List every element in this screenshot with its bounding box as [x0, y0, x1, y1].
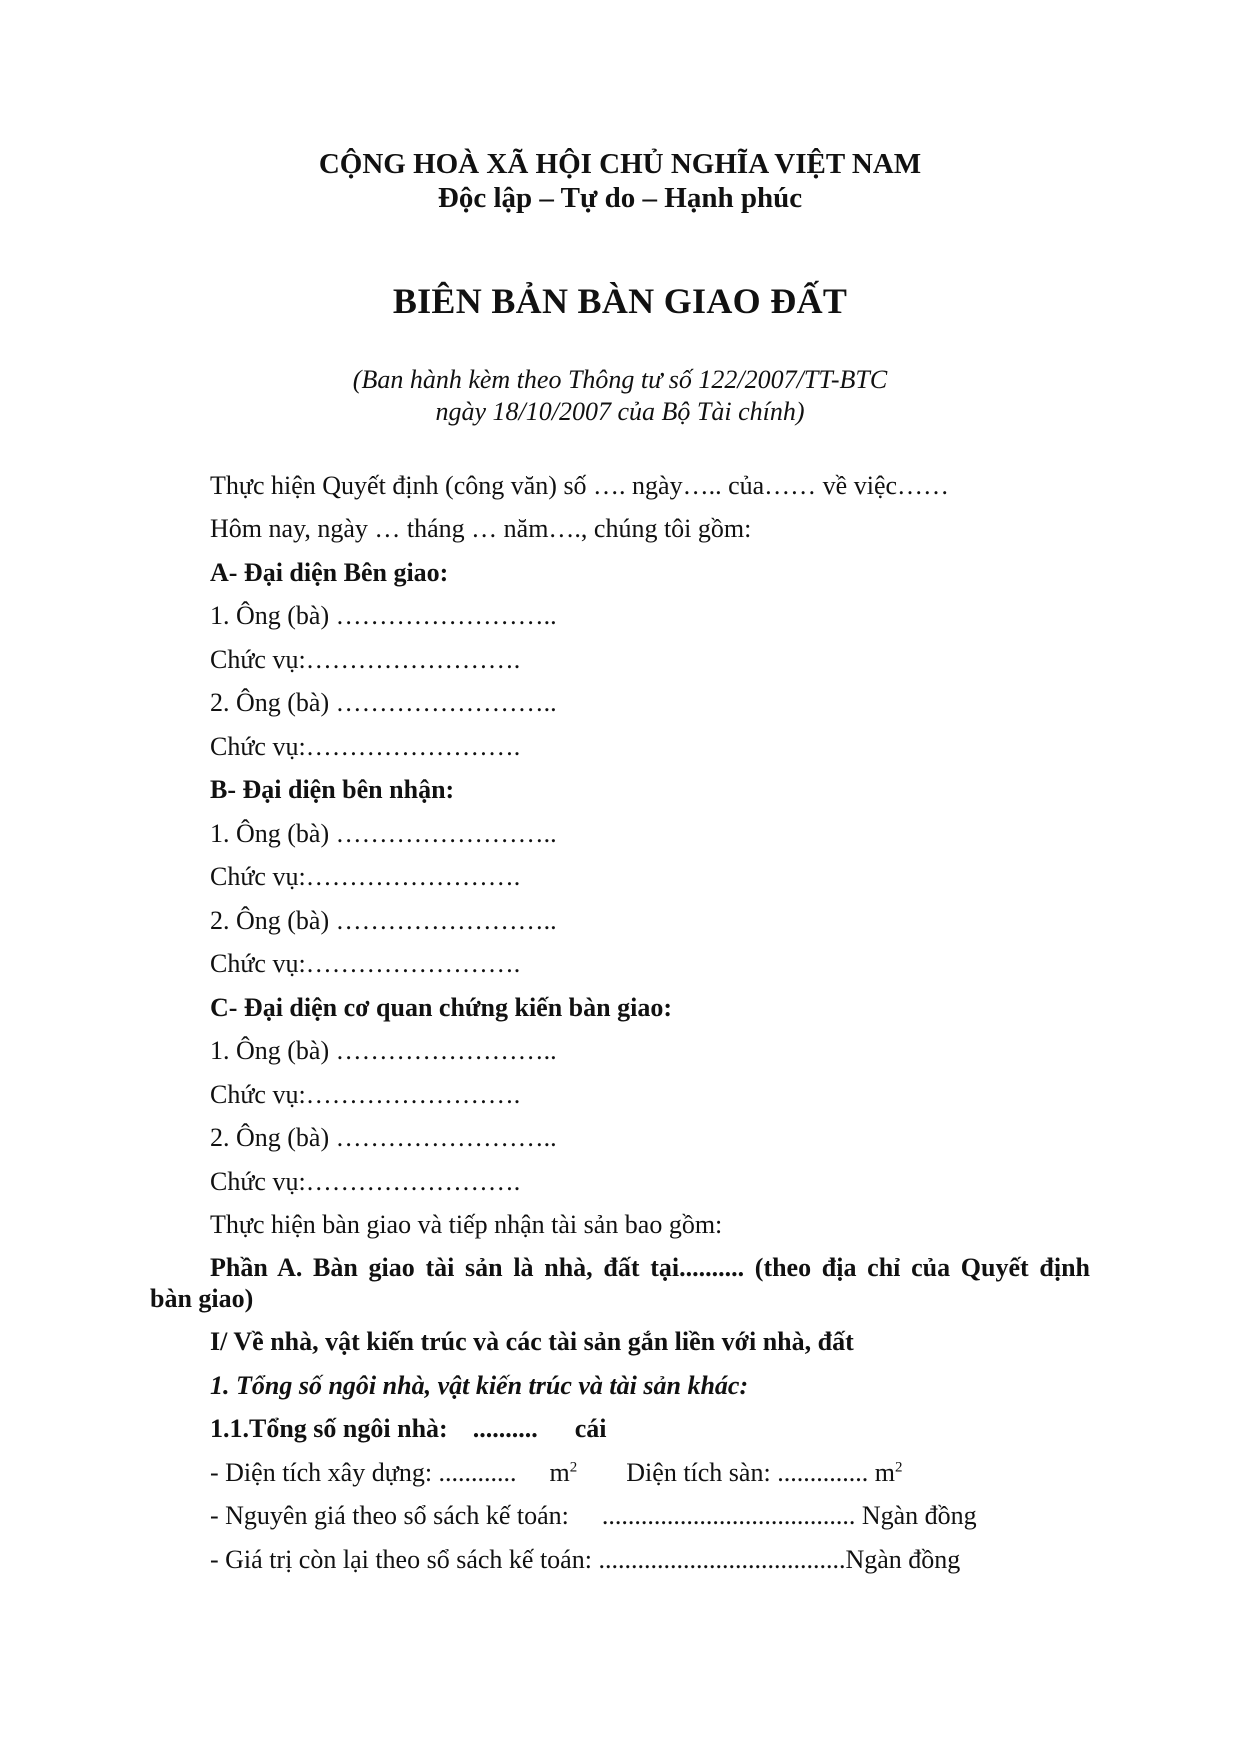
- subsection-1-heading: 1. Tổng số ngôi nhà, vật kiến trúc và tài sản khác:: [210, 1371, 749, 1400]
- party-b-person-1: 1. Ông (bà) ……………………..: [210, 819, 557, 848]
- party-a-position-1: Chức vụ:…………………….: [210, 645, 521, 674]
- original-cost-unit: Ngàn đồng: [861, 1501, 977, 1530]
- house-count-unit: cái: [574, 1414, 607, 1443]
- party-b-heading: B- Đại diện bên nhận:: [210, 775, 455, 804]
- meeting-date: Hôm nay, ngày … tháng … năm…., chúng tôi gồm:: [210, 514, 752, 543]
- party-c-heading: C- Đại diện cơ quan chứng kiến bàn giao:: [210, 993, 672, 1022]
- part-a-heading-line1: Phần A. Bàn giao tài sản là nhà, đất tại.......... (theo địa chỉ của Quyết định: [210, 1253, 1090, 1282]
- remaining-value-blank: ......................................: [598, 1545, 846, 1574]
- party-b-position-1: Chức vụ:…………………….: [210, 862, 521, 891]
- remaining-value-row: [210, 1544, 960, 1576]
- party-b-person-2: 2. Ông (bà) ……………………..: [210, 906, 557, 935]
- build-area-label: - Diện tích xây dựng: ............: [210, 1458, 517, 1487]
- house-count-row: [210, 1413, 606, 1445]
- original-cost-blank: .......................................: [601, 1501, 856, 1530]
- decision-reference: Thực hiện Quyết định (công văn) số …. ngày….. của…… về việc……: [210, 471, 950, 500]
- party-a-position-2: Chức vụ:…………………….: [210, 732, 521, 761]
- handover-statement: Thực hiện bàn giao và tiếp nhận tài sản bao gồm:: [210, 1210, 723, 1239]
- party-b-position-2: Chức vụ:…………………….: [210, 949, 521, 978]
- nation-header: CỘNG HOÀ XÃ HỘI CHỦ NGHĨA VIỆT NAM: [318, 148, 922, 180]
- house-count-blank: ..........: [472, 1414, 538, 1443]
- build-area-unit: m: [549, 1458, 570, 1487]
- floor-area-label: Diện tích sàn: ..............: [626, 1458, 869, 1487]
- section-1-heading: I/ Về nhà, vật kiến trúc và các tài sản gắn liền với nhà, đất: [210, 1327, 854, 1356]
- issuance-note-line2: ngày 18/10/2007 của Bộ Tài chính): [435, 397, 805, 426]
- build-area-exponent: 2: [569, 1459, 578, 1476]
- party-a-person-2: 2. Ông (bà) ……………………..: [210, 688, 557, 717]
- issuance-note-line1: (Ban hành kèm theo Thông tư số 122/2007/TT-BTC: [352, 365, 888, 394]
- original-cost-label: - Nguyên giá theo sổ sách kế toán:: [210, 1501, 569, 1530]
- document-title: BIÊN BẢN BÀN GIAO ĐẤT: [392, 281, 848, 321]
- area-row: [210, 1457, 902, 1489]
- house-count-label: 1.1.Tổng số ngôi nhà:: [210, 1414, 448, 1443]
- motto: Độc lập – Tự do – Hạnh phúc: [437, 182, 803, 214]
- party-c-person-2: 2. Ông (bà) ……………………..: [210, 1123, 557, 1152]
- floor-area-unit: m: [874, 1458, 895, 1487]
- party-c-position-2: Chức vụ:…………………….: [210, 1167, 521, 1196]
- remaining-value-unit: Ngàn đồng: [845, 1545, 961, 1574]
- party-c-person-1: 1. Ông (bà) ……………………..: [210, 1036, 557, 1065]
- party-c-position-1: Chức vụ:…………………….: [210, 1080, 521, 1109]
- party-a-heading: A- Đại diện Bên giao:: [210, 558, 449, 587]
- party-a-person-1: 1. Ông (bà) ……………………..: [210, 601, 557, 630]
- part-a-heading-line2: bàn giao): [150, 1284, 254, 1313]
- original-cost-row: [210, 1500, 977, 1532]
- remaining-value-label: - Giá trị còn lại theo sổ sách kế toán:: [210, 1545, 592, 1574]
- floor-area-exponent: 2: [894, 1459, 903, 1476]
